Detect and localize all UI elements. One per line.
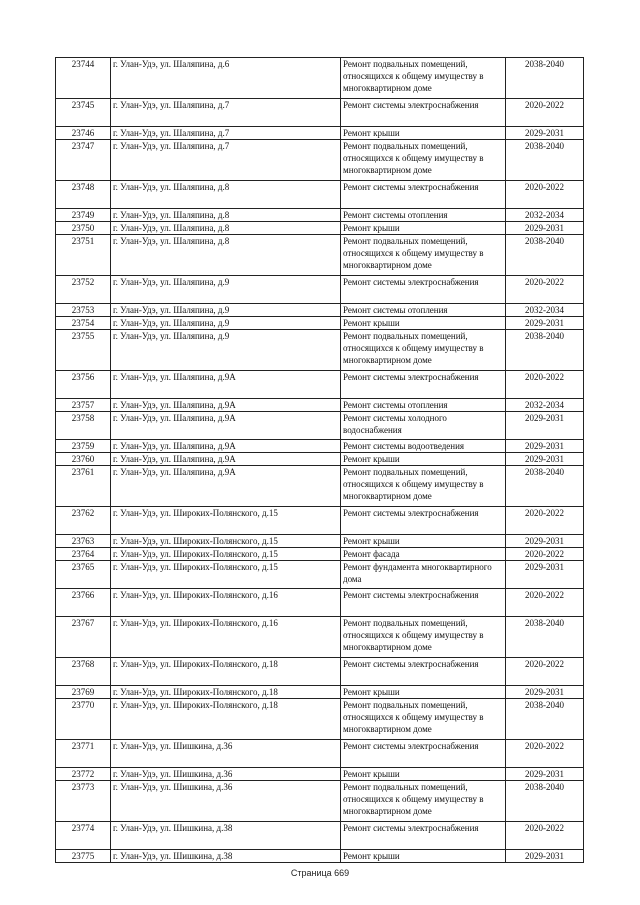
row-work-type: Ремонт крыши bbox=[341, 535, 506, 548]
row-number: 23760 bbox=[56, 453, 111, 466]
table-row bbox=[56, 440, 584, 453]
table-row bbox=[56, 561, 584, 589]
row-address: г. Улан-Удэ, ул. Шаляпина, д.9А bbox=[111, 453, 341, 466]
row-period: 2032-2034 bbox=[506, 209, 584, 222]
row-number: 23762 bbox=[56, 507, 111, 535]
row-address: г. Улан-Удэ, ул. Широких-Полянского, д.15 bbox=[111, 535, 341, 548]
row-address: г. Улан-Удэ, ул. Шаляпина, д.8 bbox=[111, 181, 341, 209]
row-work-type: Ремонт подвальных помещений, относящихся к общему имуществу в многоквартирном доме bbox=[341, 617, 506, 658]
row-address: г. Улан-Удэ, ул. Широких-Полянского, д.15 bbox=[111, 548, 341, 561]
row-address: г. Улан-Удэ, ул. Шаляпина, д.8 bbox=[111, 209, 341, 222]
table-row bbox=[56, 127, 584, 140]
row-number: 23745 bbox=[56, 99, 111, 127]
table-row bbox=[56, 686, 584, 699]
row-period: 2029-2031 bbox=[506, 561, 584, 589]
row-address: г. Улан-Удэ, ул. Шишкина, д.36 bbox=[111, 781, 341, 822]
row-number: 23768 bbox=[56, 658, 111, 686]
row-number: 23758 bbox=[56, 412, 111, 440]
row-number: 23775 bbox=[56, 850, 111, 863]
row-number: 23748 bbox=[56, 181, 111, 209]
row-period: 2029-2031 bbox=[506, 535, 584, 548]
table-row bbox=[56, 330, 584, 371]
row-work-type: Ремонт системы электроснабжения bbox=[341, 507, 506, 535]
table-row bbox=[56, 317, 584, 330]
row-number: 23752 bbox=[56, 276, 111, 304]
row-period: 2020-2022 bbox=[506, 740, 584, 768]
row-address: г. Улан-Удэ, ул. Шаляпина, д.9А bbox=[111, 440, 341, 453]
row-number: 23763 bbox=[56, 535, 111, 548]
table-row bbox=[56, 181, 584, 209]
row-number: 23769 bbox=[56, 686, 111, 699]
row-work-type: Ремонт системы водоотведения bbox=[341, 440, 506, 453]
table-row bbox=[56, 822, 584, 850]
row-period: 2038-2040 bbox=[506, 781, 584, 822]
row-address: г. Улан-Удэ, ул. Шишкина, д.36 bbox=[111, 768, 341, 781]
table-row bbox=[56, 99, 584, 127]
row-number: 23774 bbox=[56, 822, 111, 850]
repair-schedule-table bbox=[55, 57, 584, 863]
table-row bbox=[56, 740, 584, 768]
row-number: 23764 bbox=[56, 548, 111, 561]
row-address: г. Улан-Удэ, ул. Широких-Полянского, д.18 bbox=[111, 686, 341, 699]
row-work-type: Ремонт подвальных помещений, относящихся к общему имуществу в многоквартирном доме bbox=[341, 235, 506, 276]
row-number: 23753 bbox=[56, 304, 111, 317]
row-work-type: Ремонт крыши bbox=[341, 453, 506, 466]
row-number: 23772 bbox=[56, 768, 111, 781]
row-number: 23765 bbox=[56, 561, 111, 589]
table-row bbox=[56, 466, 584, 507]
row-number: 23759 bbox=[56, 440, 111, 453]
row-period: 2038-2040 bbox=[506, 617, 584, 658]
row-address: г. Улан-Удэ, ул. Широких-Полянского, д.18 bbox=[111, 699, 341, 740]
row-period: 2029-2031 bbox=[506, 412, 584, 440]
row-address: г. Улан-Удэ, ул. Шаляпина, д.9 bbox=[111, 304, 341, 317]
table-row bbox=[56, 140, 584, 181]
row-work-type: Ремонт системы электроснабжения bbox=[341, 740, 506, 768]
row-work-type: Ремонт системы отопления bbox=[341, 304, 506, 317]
row-number: 23750 bbox=[56, 222, 111, 235]
table-row bbox=[56, 304, 584, 317]
row-period: 2020-2022 bbox=[506, 507, 584, 535]
table-row bbox=[56, 589, 584, 617]
row-work-type: Ремонт системы отопления bbox=[341, 209, 506, 222]
row-period: 2038-2040 bbox=[506, 466, 584, 507]
row-work-type: Ремонт подвальных помещений, относящихся к общему имуществу в многоквартирном доме bbox=[341, 466, 506, 507]
row-period: 2038-2040 bbox=[506, 699, 584, 740]
row-address: г. Улан-Удэ, ул. Шаляпина, д.8 bbox=[111, 222, 341, 235]
row-address: г. Улан-Удэ, ул. Шишкина, д.38 bbox=[111, 850, 341, 863]
row-work-type: Ремонт системы отопления bbox=[341, 399, 506, 412]
row-work-type: Ремонт подвальных помещений, относящихся к общему имуществу в многоквартирном доме bbox=[341, 699, 506, 740]
table-row bbox=[56, 507, 584, 535]
row-period: 2029-2031 bbox=[506, 453, 584, 466]
row-address: г. Улан-Удэ, ул. Шаляпина, д.7 bbox=[111, 99, 341, 127]
row-period: 2032-2034 bbox=[506, 304, 584, 317]
row-address: г. Улан-Удэ, ул. Широких-Полянского, д.16 bbox=[111, 589, 341, 617]
table-row bbox=[56, 535, 584, 548]
row-work-type: Ремонт подвальных помещений, относящихся к общему имуществу в многоквартирном доме bbox=[341, 781, 506, 822]
row-address: г. Улан-Удэ, ул. Шаляпина, д.9 bbox=[111, 276, 341, 304]
row-work-type: Ремонт системы электроснабжения bbox=[341, 371, 506, 399]
row-work-type: Ремонт системы электроснабжения bbox=[341, 276, 506, 304]
table-row bbox=[56, 209, 584, 222]
row-period: 2029-2031 bbox=[506, 222, 584, 235]
table-row bbox=[56, 222, 584, 235]
table-row bbox=[56, 768, 584, 781]
row-period: 2038-2040 bbox=[506, 58, 584, 99]
row-number: 23773 bbox=[56, 781, 111, 822]
row-number: 23751 bbox=[56, 235, 111, 276]
row-number: 23767 bbox=[56, 617, 111, 658]
row-period: 2038-2040 bbox=[506, 330, 584, 371]
row-work-type: Ремонт крыши bbox=[341, 768, 506, 781]
row-number: 23749 bbox=[56, 209, 111, 222]
table-row bbox=[56, 850, 584, 863]
row-address: г. Улан-Удэ, ул. Шаляпина, д.9 bbox=[111, 317, 341, 330]
row-number: 23746 bbox=[56, 127, 111, 140]
row-work-type: Ремонт системы электроснабжения bbox=[341, 181, 506, 209]
row-number: 23744 bbox=[56, 58, 111, 99]
row-address: г. Улан-Удэ, ул. Шаляпина, д.7 bbox=[111, 140, 341, 181]
row-address: г. Улан-Удэ, ул. Широких-Полянского, д.15 bbox=[111, 561, 341, 589]
row-number: 23756 bbox=[56, 371, 111, 399]
row-address: г. Улан-Удэ, ул. Шаляпина, д.9А bbox=[111, 399, 341, 412]
row-period: 2020-2022 bbox=[506, 548, 584, 561]
table-row bbox=[56, 412, 584, 440]
row-address: г. Улан-Удэ, ул. Шишкина, д.36 bbox=[111, 740, 341, 768]
row-work-type: Ремонт крыши bbox=[341, 850, 506, 863]
row-address: г. Улан-Удэ, ул. Широких-Полянского, д.16 bbox=[111, 617, 341, 658]
row-address: г. Улан-Удэ, ул. Широких-Полянского, д.18 bbox=[111, 658, 341, 686]
row-number: 23757 bbox=[56, 399, 111, 412]
row-work-type: Ремонт крыши bbox=[341, 686, 506, 699]
row-period: 2038-2040 bbox=[506, 140, 584, 181]
row-period: 2020-2022 bbox=[506, 99, 584, 127]
table-row bbox=[56, 235, 584, 276]
row-number: 23747 bbox=[56, 140, 111, 181]
row-address: г. Улан-Удэ, ул. Шаляпина, д.9А bbox=[111, 371, 341, 399]
table-row bbox=[56, 781, 584, 822]
row-address: г. Улан-Удэ, ул. Шаляпина, д.9 bbox=[111, 330, 341, 371]
row-period: 2029-2031 bbox=[506, 768, 584, 781]
row-period: 2029-2031 bbox=[506, 850, 584, 863]
row-period: 2020-2022 bbox=[506, 276, 584, 304]
table-row bbox=[56, 371, 584, 399]
table-row bbox=[56, 453, 584, 466]
table-row bbox=[56, 699, 584, 740]
row-period: 2020-2022 bbox=[506, 371, 584, 399]
row-work-type: Ремонт системы электроснабжения bbox=[341, 589, 506, 617]
row-period: 2020-2022 bbox=[506, 658, 584, 686]
row-address: г. Улан-Удэ, ул. Шаляпина, д.6 bbox=[111, 58, 341, 99]
row-period: 2029-2031 bbox=[506, 317, 584, 330]
row-number: 23754 bbox=[56, 317, 111, 330]
table-row bbox=[56, 276, 584, 304]
row-address: г. Улан-Удэ, ул. Шаляпина, д.8 bbox=[111, 235, 341, 276]
row-work-type: Ремонт подвальных помещений, относящихся к общему имуществу в многоквартирном доме bbox=[341, 58, 506, 99]
row-period: 2038-2040 bbox=[506, 235, 584, 276]
row-period: 2029-2031 bbox=[506, 440, 584, 453]
row-address: г. Улан-Удэ, ул. Широких-Полянского, д.15 bbox=[111, 507, 341, 535]
row-work-type: Ремонт системы холодного водоснабжения bbox=[341, 412, 506, 440]
row-number: 23761 bbox=[56, 466, 111, 507]
table-row bbox=[56, 399, 584, 412]
row-number: 23770 bbox=[56, 699, 111, 740]
row-period: 2029-2031 bbox=[506, 127, 584, 140]
row-work-type: Ремонт фасада bbox=[341, 548, 506, 561]
row-address: г. Улан-Удэ, ул. Шаляпина, д.7 bbox=[111, 127, 341, 140]
row-number: 23771 bbox=[56, 740, 111, 768]
table-row bbox=[56, 617, 584, 658]
table-row bbox=[56, 658, 584, 686]
table-body bbox=[56, 58, 584, 863]
row-work-type: Ремонт системы электроснабжения bbox=[341, 99, 506, 127]
table-row bbox=[56, 548, 584, 561]
row-period: 2032-2034 bbox=[506, 399, 584, 412]
row-address: г. Улан-Удэ, ул. Шаляпина, д.9А bbox=[111, 466, 341, 507]
row-work-type: Ремонт крыши bbox=[341, 222, 506, 235]
row-work-type: Ремонт системы электроснабжения bbox=[341, 658, 506, 686]
page-number: Страница 669 bbox=[290, 868, 350, 878]
row-work-type: Ремонт подвальных помещений, относящихся к общему имуществу в многоквартирном доме bbox=[341, 330, 506, 371]
row-work-type: Ремонт крыши bbox=[341, 317, 506, 330]
row-number: 23755 bbox=[56, 330, 111, 371]
row-period: 2029-2031 bbox=[506, 686, 584, 699]
row-work-type: Ремонт крыши bbox=[341, 127, 506, 140]
row-period: 2020-2022 bbox=[506, 589, 584, 617]
row-work-type: Ремонт фундамента многоквартирного дома bbox=[341, 561, 506, 589]
row-number: 23766 bbox=[56, 589, 111, 617]
row-address: г. Улан-Удэ, ул. Шишкина, д.38 bbox=[111, 822, 341, 850]
row-work-type: Ремонт системы электроснабжения bbox=[341, 822, 506, 850]
row-period: 2020-2022 bbox=[506, 822, 584, 850]
table-row bbox=[56, 58, 584, 99]
row-address: г. Улан-Удэ, ул. Шаляпина, д.9А bbox=[111, 412, 341, 440]
row-work-type: Ремонт подвальных помещений, относящихся к общему имуществу в многоквартирном доме bbox=[341, 140, 506, 181]
row-period: 2020-2022 bbox=[506, 181, 584, 209]
